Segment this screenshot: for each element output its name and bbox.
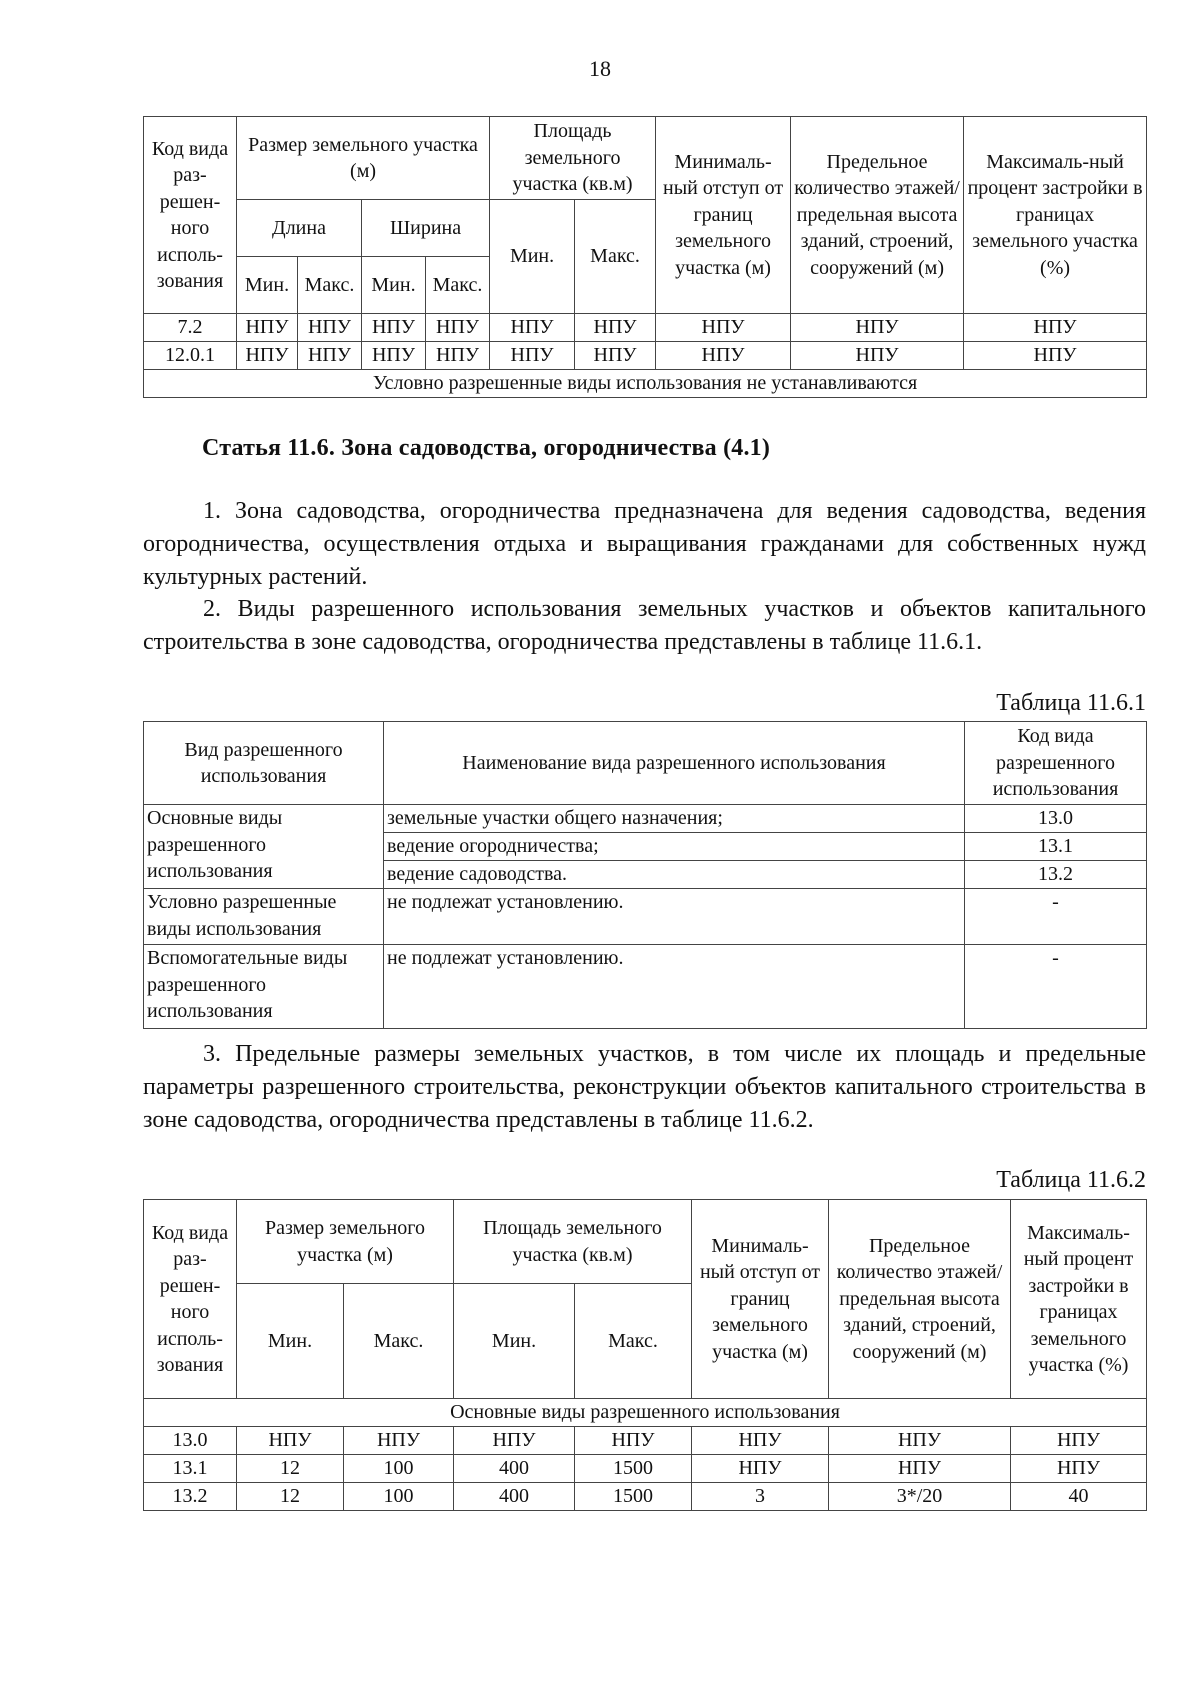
table-row (144, 1455, 1147, 1483)
cell: 13.2 (965, 861, 1147, 889)
cell: ведение огородничества; (384, 833, 965, 861)
cell: 13.1 (965, 833, 1147, 861)
cell: НПУ (426, 314, 490, 342)
cell: 1500 (575, 1455, 692, 1483)
header-setback: Минималь-ный отступ от границ земельного участка (м) (692, 1200, 829, 1399)
cell: земельные участки общего назначения; (384, 805, 965, 833)
auxiliary-types-label: Вспомогательные виды разрешенного использования (144, 945, 384, 1029)
paragraph-1: 1. Зона садоводства, огородничества предназначена для ведения садоводства, ведения огородничества, осуществления отдыха и выращивания гражданами для собственных нужд культурных растений. (143, 498, 1146, 590)
main-types-label: Основные виды разрешенного использования (144, 805, 384, 889)
cell: ведение садоводства. (384, 861, 965, 889)
header-width: Ширина (362, 200, 490, 257)
header-length: Длина (237, 200, 362, 257)
header-setback: Минималь-ный отступ от границ земельного участка (м) (656, 117, 791, 314)
cell: 3 (692, 1483, 829, 1511)
cell: - (965, 945, 1147, 1029)
cell: НПУ (454, 1427, 575, 1455)
header-code: Код вида раз-решен-ного исполь-зования (144, 117, 237, 314)
header-name: Наименование вида разрешенного использования (384, 722, 965, 805)
cell: 13.2 (144, 1483, 237, 1511)
cell: НПУ (575, 314, 656, 342)
article-heading: Статья 11.6. Зона садоводства, огородничества (4.1) (202, 435, 771, 461)
cell: 3*/20 (829, 1483, 1011, 1511)
page-number: 18 (589, 56, 611, 81)
cell: НПУ (791, 314, 964, 342)
cell: 12 (237, 1455, 344, 1483)
cell: 40 (1011, 1483, 1147, 1511)
header-area: Площадь земельного участка (кв.м) (490, 117, 656, 200)
cell: НПУ (426, 342, 490, 370)
cell: 13.0 (144, 1427, 237, 1455)
table-footer-note: Условно разрешенные виды использования не устанавливаются (144, 370, 1147, 398)
header-area-max: Макс. (575, 200, 656, 314)
cell: не подлежат установлению. (384, 945, 965, 1029)
cell: 12 (237, 1483, 344, 1511)
header-length-min: Мин. (237, 257, 298, 314)
header-floors: Предельное количество этажей/ предельная высота зданий, строений, сооружений (м) (791, 117, 964, 314)
cell: 12.0.1 (144, 342, 237, 370)
cell: 13.0 (965, 805, 1147, 833)
cell: НПУ (362, 342, 426, 370)
table-row (144, 805, 1147, 833)
cell: 400 (454, 1455, 575, 1483)
table-row (144, 945, 1147, 1029)
cell: НПУ (575, 342, 656, 370)
header-size-max: Макс. (344, 1284, 454, 1399)
cell: НПУ (490, 342, 575, 370)
cell: - (965, 889, 1147, 945)
header-length-max: Макс. (298, 257, 362, 314)
conditional-types-label: Условно разрешенные виды использования (144, 889, 384, 945)
cell: НПУ (575, 1427, 692, 1455)
table-row (144, 314, 1147, 342)
header-area-min: Мин. (490, 200, 575, 314)
table-11-6-2 (143, 1199, 1147, 1511)
cell: НПУ (490, 314, 575, 342)
table-row (144, 342, 1147, 370)
header-size: Размер земельного участка (м) (237, 1200, 454, 1284)
cell: НПУ (964, 342, 1147, 370)
header-width-max: Макс. (426, 257, 490, 314)
cell: НПУ (237, 1427, 344, 1455)
header-width-min: Мин. (362, 257, 426, 314)
header-code: Код вида раз-решен-ного исполь-зования (144, 1200, 237, 1399)
cell: НПУ (298, 314, 362, 342)
cell: НПУ (237, 314, 298, 342)
header-area-min: Мин. (454, 1284, 575, 1399)
cell: НПУ (829, 1455, 1011, 1483)
cell: НПУ (344, 1427, 454, 1455)
cell: НПУ (692, 1455, 829, 1483)
cell: НПУ (656, 342, 791, 370)
table-11-6-1 (143, 721, 1147, 1029)
cell: 1500 (575, 1483, 692, 1511)
header-size: Размер земельного участка (м) (237, 117, 490, 200)
cell: 7.2 (144, 314, 237, 342)
cell: НПУ (829, 1427, 1011, 1455)
table-caption-11-6-2: Таблица 11.6.2 (996, 1167, 1146, 1193)
cell: 13.1 (144, 1455, 237, 1483)
header-size-min: Мин. (237, 1284, 344, 1399)
cell: НПУ (1011, 1455, 1147, 1483)
table-row (144, 1483, 1147, 1511)
limits-table-previous (143, 116, 1147, 398)
cell: 100 (344, 1455, 454, 1483)
table-row (144, 889, 1147, 945)
cell: 100 (344, 1483, 454, 1511)
cell: не подлежат установлению. (384, 889, 965, 945)
cell: НПУ (237, 342, 298, 370)
paragraph-2: 2. Виды разрешенного использования земельных участков и объектов капитального строительства в зоне садоводства, огородничества представлены в таблице 11.6.1. (143, 596, 1146, 655)
cell: НПУ (298, 342, 362, 370)
paragraph-3: 3. Предельные размеры земельных участков, в том числе их площадь и предельные параметры разрешенного строительства, реконструкции объектов капитального строительства в зоне садоводства, огородничества представлены в таблице 11.6.2. (143, 1041, 1146, 1133)
header-area: Площадь земельного участка (кв.м) (454, 1200, 692, 1284)
table-row (144, 1427, 1147, 1455)
cell: НПУ (362, 314, 426, 342)
header-area-max: Макс. (575, 1284, 692, 1399)
cell: НПУ (1011, 1427, 1147, 1455)
header-floors: Предельное количество этажей/ предельная высота зданий, строений, сооружений (м) (829, 1200, 1011, 1399)
cell: НПУ (692, 1427, 829, 1455)
header-coverage: Максималь-ный процент застройки в границах земельного участка (%) (964, 117, 1147, 314)
cell: НПУ (656, 314, 791, 342)
section-label: Основные виды разрешенного использования (144, 1399, 1147, 1427)
header-code: Код вида разрешенного использования (965, 722, 1147, 805)
cell: НПУ (964, 314, 1147, 342)
table-caption-11-6-1: Таблица 11.6.1 (996, 690, 1146, 716)
cell: НПУ (791, 342, 964, 370)
header-type: Вид разрешенного использования (144, 722, 384, 805)
header-coverage: Максималь-ный процент застройки в границах земельного участка (%) (1011, 1200, 1147, 1399)
cell: 400 (454, 1483, 575, 1511)
